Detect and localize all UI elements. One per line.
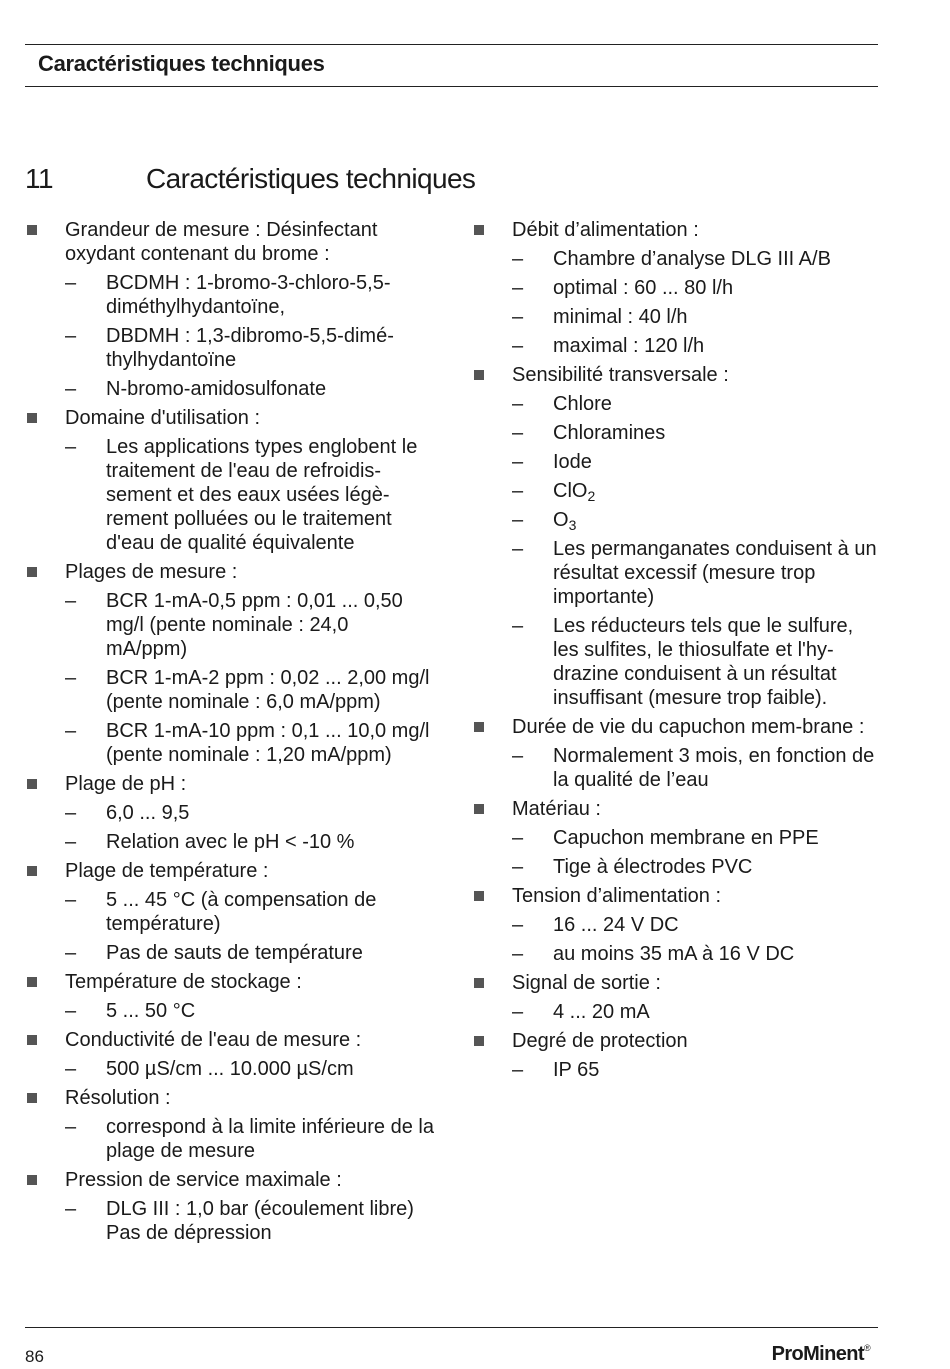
spec-subitem (472, 450, 882, 474)
spec-label: Conductivité de l'eau de mesure : (65, 1029, 362, 1051)
square-bullet-icon (474, 891, 484, 901)
spec-label: Plage de pH : (65, 773, 187, 795)
dash-marker: – (512, 943, 524, 965)
spec-subitem (472, 913, 882, 937)
spec-subitem (25, 941, 435, 965)
dash-marker: – (65, 889, 77, 911)
spec-item (25, 772, 435, 796)
square-bullet-icon (474, 225, 484, 235)
square-bullet-icon (27, 567, 37, 577)
square-bullet-icon (27, 977, 37, 987)
spec-subitem (472, 826, 882, 850)
square-bullet-icon (474, 370, 484, 380)
section-title: Caractéristiques techniques (146, 163, 476, 194)
spec-subitem-text: Relation avec le pH < -10 % (106, 831, 355, 853)
spec-label: Résolution : (65, 1087, 171, 1109)
spec-subitem-text: N-bromo-amidosulfonate (106, 378, 327, 400)
spec-label: Matériau : (512, 798, 601, 820)
spec-subitem-text: Les permanganates conduisent à un résultat excessif (mesure trop importante) (553, 538, 877, 608)
dash-marker: – (65, 325, 77, 347)
spec-item (25, 406, 435, 430)
spec-subitem (472, 508, 882, 532)
dash-marker: – (65, 802, 77, 824)
spec-subitem (25, 589, 435, 661)
spec-item (25, 218, 435, 266)
dash-marker: – (512, 248, 524, 270)
spec-subitem (25, 801, 435, 825)
spec-subitem-text: maximal : 120 l/h (553, 335, 705, 357)
spec-subitem (25, 666, 435, 714)
dash-marker: – (512, 480, 524, 502)
spec-subitem (25, 1057, 435, 1081)
spec-label: Température de stockage : (65, 971, 302, 993)
square-bullet-icon (27, 1035, 37, 1045)
right-column (472, 218, 882, 1087)
dash-marker: – (512, 1059, 524, 1081)
spec-subitem-text: ClO$_2$ (553, 480, 596, 504)
spec-subitem (25, 999, 435, 1023)
dash-marker: – (65, 1198, 77, 1220)
spec-subitem-text: Chambre d’analyse DLG III A/B (553, 248, 831, 270)
dash-marker: – (512, 393, 524, 415)
spec-subitem (25, 1197, 435, 1245)
square-bullet-icon (27, 1093, 37, 1103)
spec-subitem (472, 276, 882, 300)
spec-subitem (25, 830, 435, 854)
spec-subitem-text: 16 ... 24 V DC (553, 914, 679, 936)
spec-subitem-text: 6,0 ... 9,5 (106, 802, 190, 824)
spec-item (472, 715, 882, 739)
dash-marker: – (65, 720, 77, 742)
header-rule-top (25, 44, 878, 45)
dash-marker: – (65, 272, 77, 294)
dash-marker: – (512, 538, 524, 560)
spec-item (472, 797, 882, 821)
spec-item (472, 971, 882, 995)
spec-subitem-text: DLG III : 1,0 bar (écoulement libre) Pas de dépression (106, 1198, 414, 1244)
spec-subitem-text: BCR 1-mA-10 ppm : 0,1 ... 10,0 mg/l (pente nominale : 1,20 mA/ppm) (106, 720, 430, 766)
spec-subitem-text: Normalement 3 mois, en fonction de la qualité de l’eau (553, 745, 875, 791)
dash-marker: – (512, 745, 524, 767)
dash-marker: – (65, 436, 77, 458)
spec-subitem (472, 392, 882, 416)
spec-item (25, 1028, 435, 1052)
spec-subitem-text: correspond à la limite inférieure de la plage de mesure (106, 1116, 434, 1162)
spec-subitem-text: Les applications types englobent le traitement de l'eau de refroidis-sement et des eaux usées légè-rement polluées ou le traitement d'eau de qualité équivalente (106, 436, 418, 554)
spec-item (472, 218, 882, 242)
spec-subitem (25, 1115, 435, 1163)
spec-label: Plages de mesure : (65, 561, 238, 583)
spec-subitem (472, 1058, 882, 1082)
spec-subitem-text: $O_3$ (553, 509, 577, 533)
dash-marker: – (65, 590, 77, 612)
header-rule-bottom (25, 86, 878, 87)
spec-subitem (25, 888, 435, 936)
left-column (25, 218, 435, 1250)
square-bullet-icon (27, 779, 37, 789)
spec-subitem-text: BCR 1-mA-0,5 ppm : 0,01 ... 0,50 mg/l (pente nominale : 24,0 mA/ppm) (106, 590, 403, 660)
spec-subitem-text: 5 ... 45 °C (à compensation de température) (106, 889, 377, 935)
spec-label: Degré de protection (512, 1030, 688, 1052)
spec-subitem-text: BCDMH : 1-bromo-3-chloro-5,5-diméthylhydantoïne, (106, 272, 391, 318)
spec-subitem (25, 377, 435, 401)
spec-label: Grandeur de mesure : Désinfectant oxydant contenant du brome : (65, 219, 378, 265)
spec-subitem (472, 479, 882, 503)
section-number: 11 (25, 163, 54, 194)
dash-marker: – (65, 942, 77, 964)
spec-label: Débit d’alimentation : (512, 219, 699, 241)
brand-logo (772, 1343, 870, 1366)
dash-marker: – (512, 1001, 524, 1023)
brand-registered-mark: ® (863, 1343, 870, 1353)
spec-subitem (25, 271, 435, 319)
spec-label: Sensibilité transversale : (512, 364, 729, 386)
page-number: 86 (25, 1347, 44, 1366)
dash-marker: – (512, 856, 524, 878)
spec-subitem-text: IP 65 (553, 1059, 600, 1081)
spec-item (25, 1168, 435, 1192)
spec-subitem-text: au moins 35 mA à 16 V DC (553, 943, 795, 965)
spec-subitem-text: 4 ... 20 mA (553, 1001, 650, 1023)
spec-label: Plage de température : (65, 860, 269, 882)
running-header-title: Caractéristiques techniques (38, 51, 325, 76)
footer-rule (25, 1327, 878, 1328)
dash-marker: – (512, 335, 524, 357)
spec-item (25, 1086, 435, 1110)
dash-marker: – (512, 509, 524, 531)
dash-marker: – (512, 306, 524, 328)
spec-item (472, 363, 882, 387)
dash-marker: – (65, 667, 77, 689)
dash-marker: – (65, 1116, 77, 1138)
spec-subitem-text: DBDMH : 1,3-dibromo-5,5-dimé-thylhydantoïne (106, 325, 394, 371)
square-bullet-icon (27, 225, 37, 235)
dash-marker: – (512, 451, 524, 473)
square-bullet-icon (474, 1036, 484, 1046)
spec-subitem-text: Iode (553, 451, 592, 473)
spec-label: Domaine d'utilisation : (65, 407, 261, 429)
spec-subitem-text: Chloramines (553, 422, 666, 444)
dash-marker: – (512, 615, 524, 637)
spec-subitem (25, 324, 435, 372)
spec-subitem (472, 247, 882, 271)
dash-marker: – (65, 378, 77, 400)
spec-subitem-text: optimal : 60 ... 80 l/h (553, 277, 734, 299)
spec-label: Durée de vie du capuchon mem-brane : (512, 716, 865, 738)
spec-subitem (472, 1000, 882, 1024)
spec-label: Pression de service maximale : (65, 1169, 342, 1191)
dash-marker: – (512, 277, 524, 299)
dash-marker: – (65, 831, 77, 853)
dash-marker: – (512, 422, 524, 444)
spec-subitem-text: Pas de sauts de température (106, 942, 363, 964)
spec-label: Tension d’alimentation : (512, 885, 722, 907)
spec-subitem-text: minimal : 40 l/h (553, 306, 688, 328)
spec-item (25, 859, 435, 883)
spec-item (472, 884, 882, 908)
square-bullet-icon (27, 413, 37, 423)
square-bullet-icon (27, 1175, 37, 1185)
spec-subitem-text: BCR 1-mA-2 ppm : 0,02 ... 2,00 mg/l (pente nominale : 6,0 mA/ppm) (106, 667, 430, 713)
spec-subitem-text: Capuchon membrane en PPE (553, 827, 819, 849)
spec-subitem (472, 744, 882, 792)
spec-subitem-text: 500 µS/cm ... 10.000 µS/cm (106, 1058, 354, 1080)
spec-label: Signal de sortie : (512, 972, 661, 994)
square-bullet-icon (474, 804, 484, 814)
spec-subitem-text: 5 ... 50 °C (106, 1000, 196, 1022)
spec-subitem (25, 435, 435, 555)
square-bullet-icon (27, 866, 37, 876)
dash-marker: – (512, 827, 524, 849)
spec-subitem-text: Les réducteurs tels que le sulfure, les sulfites, le thiosulfate et l'hy-drazine conduisent à un résultat insuffisant (mesure trop faible). (553, 615, 854, 709)
spec-item (472, 1029, 882, 1053)
spec-item (25, 970, 435, 994)
square-bullet-icon (474, 722, 484, 732)
spec-subitem (472, 334, 882, 358)
spec-subitem-text: Chlore (553, 393, 612, 415)
spec-subitem (472, 421, 882, 445)
spec-subitem (472, 614, 882, 710)
spec-subitem-text: Tige à électrodes PVC (553, 856, 753, 878)
spec-subitem (472, 942, 882, 966)
spec-item (25, 560, 435, 584)
spec-subitem (472, 537, 882, 609)
spec-subitem (472, 855, 882, 879)
dash-marker: – (65, 1058, 77, 1080)
brand-name: ProMinent (771, 1343, 864, 1365)
dash-marker: – (65, 1000, 77, 1022)
spec-subitem (472, 305, 882, 329)
dash-marker: – (512, 914, 524, 936)
spec-subitem (25, 719, 435, 767)
square-bullet-icon (474, 978, 484, 988)
